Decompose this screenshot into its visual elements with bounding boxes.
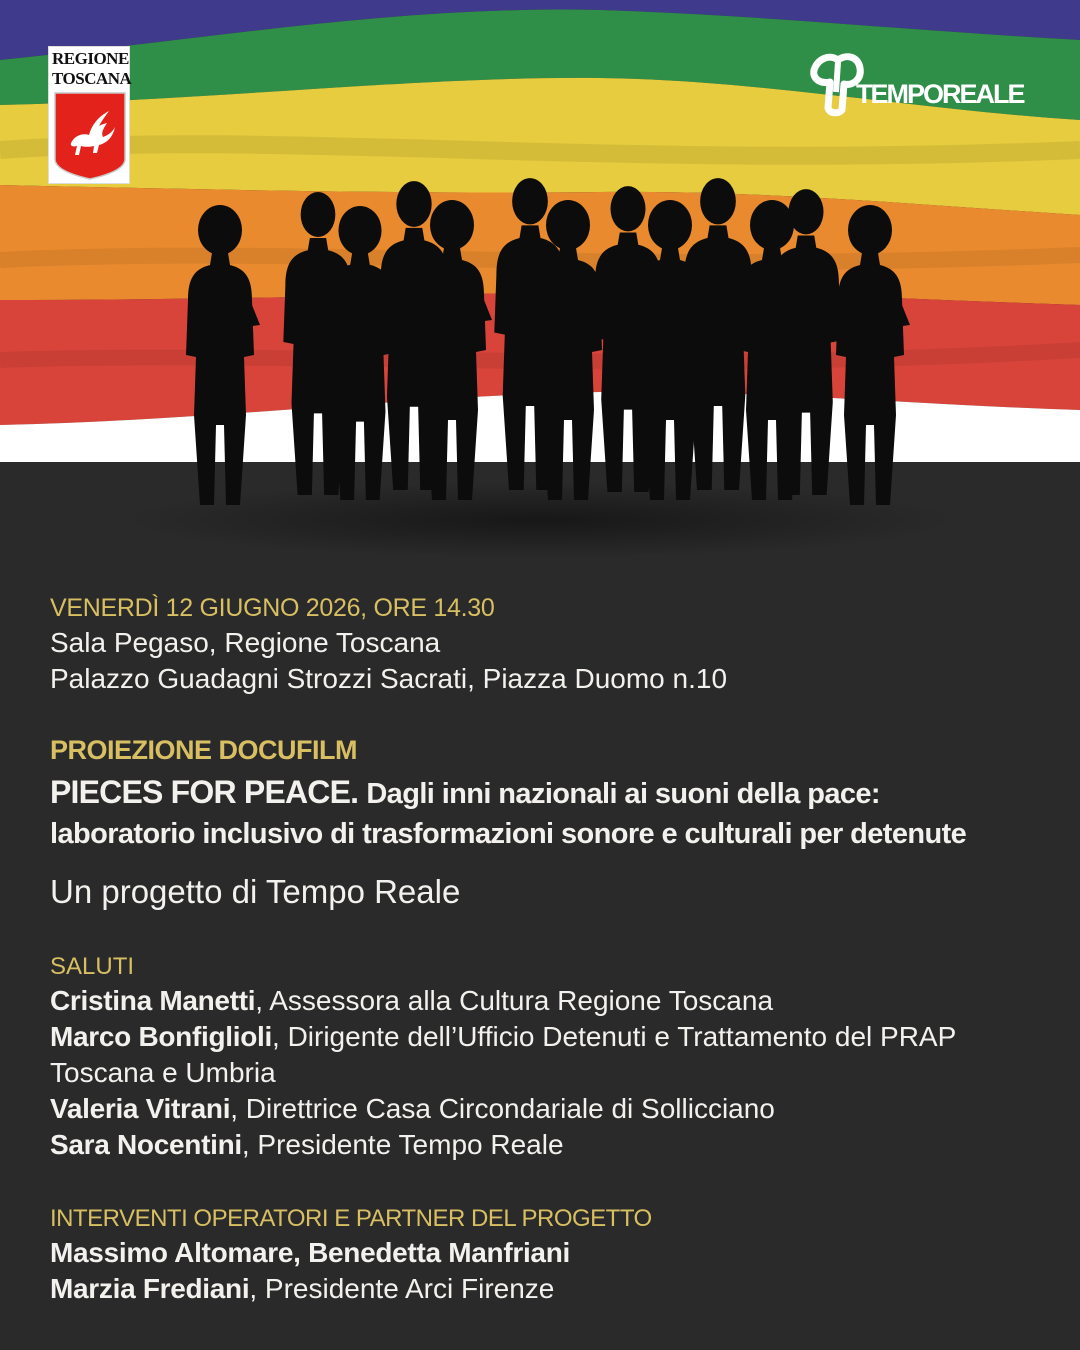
saluti-person — [50, 1091, 956, 1127]
person-role: , Presidente Arci Firenze — [249, 1273, 555, 1304]
venue-line2: Palazzo Guadagni Strozzi Sacrati, Piazza Duomo n.10 — [50, 663, 728, 694]
saluti-person — [50, 1127, 956, 1163]
regione-logo-line2: TOSCANA — [52, 69, 132, 88]
venue-line1: Sala Pegaso, Regione Toscana — [50, 627, 441, 658]
person-role: , Assessora alla Cultura Regione Toscana — [255, 985, 774, 1016]
saluti-person — [50, 1019, 956, 1055]
regione-toscana-logo — [48, 46, 130, 184]
person-role-continued: Toscana e Umbria — [50, 1057, 276, 1088]
screening-label: PROIEZIONE DOCUFILM — [50, 735, 357, 765]
person-name: Marco Bonfiglioli — [50, 1021, 273, 1052]
person-role: , Presidente Tempo Reale — [241, 1129, 564, 1160]
project-byline: Un progetto di Tempo Reale — [50, 873, 461, 910]
title-main: PIECES FOR PEACE. — [50, 774, 359, 810]
person-name: Cristina Manetti — [50, 985, 256, 1016]
interventi-names: Massimo Altomare, Benedetta Manfriani — [50, 1237, 570, 1268]
event-date: VENERDÌ 12 GIUGNO 2026, ORE 14.30 — [50, 594, 495, 622]
saluti-heading: SALUTI — [50, 953, 135, 980]
person-name: Valeria Vitrani — [50, 1093, 231, 1124]
event-venue — [50, 625, 727, 697]
person-role: , Dirigente dell’Ufficio Detenuti e Trattamento del PRAP — [272, 1021, 957, 1052]
screening-title — [50, 772, 966, 854]
title-sub1: Dagli inni nazionali ai suoni della pace: — [366, 778, 880, 810]
person-name: Marzia Frediani — [50, 1273, 250, 1304]
tempo-reale-logo — [808, 48, 1038, 118]
saluti-list — [50, 983, 956, 1163]
interventi-list — [50, 1235, 570, 1307]
tempo-reale-wordmark: TEMPOREALE — [856, 79, 1024, 109]
pegasus-icon — [53, 91, 127, 181]
interventi-person — [50, 1271, 570, 1307]
saluti-person — [50, 983, 956, 1019]
person-name: Sara Nocentini — [50, 1129, 242, 1160]
person-role: , Direttrice Casa Circondariale di Sollicciano — [230, 1093, 775, 1124]
interventi-heading: INTERVENTI OPERATORI E PARTNER DEL PROGETTO — [50, 1205, 652, 1232]
regione-logo-line1: REGIONE — [52, 49, 129, 68]
title-sub2: laboratorio inclusivo di trasformazioni sonore e culturali per detenute — [50, 818, 967, 850]
